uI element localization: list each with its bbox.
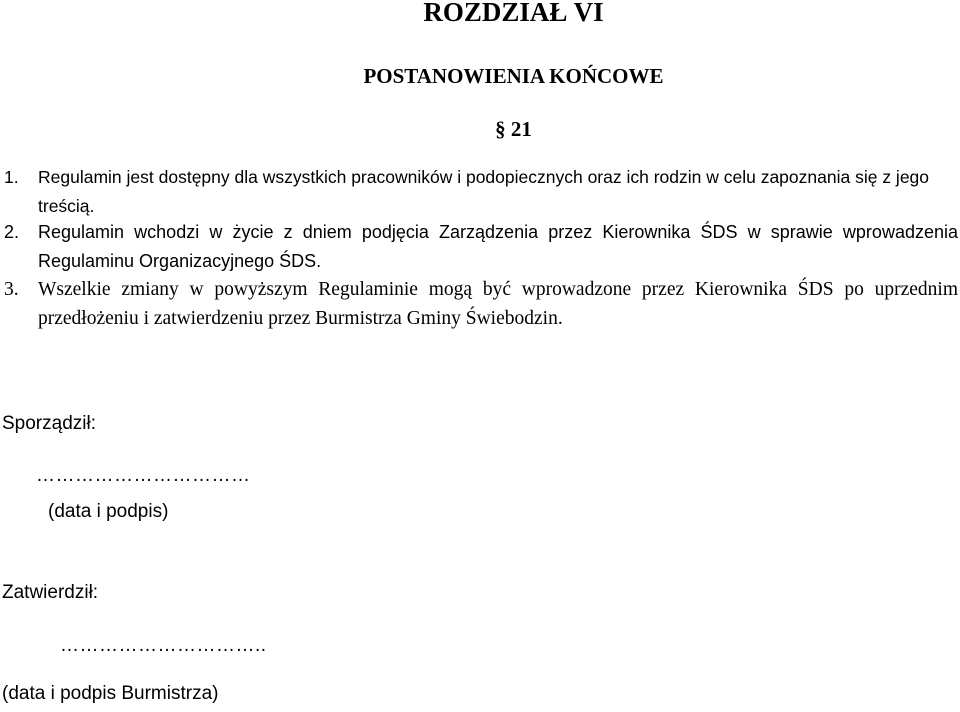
prepared-by-label: Sporządził: bbox=[2, 413, 96, 434]
list-item-text: Regulamin jest dostępny dla wszystkich pracowników i podopiecznych oraz ich rodzin w celu zapoznania się z jego treścią. bbox=[38, 167, 930, 216]
list-item bbox=[0, 163, 958, 221]
prepared-signature-line: …………………………… bbox=[36, 465, 251, 486]
list-item-text: Regulamin wchodzi w życie z dniem podjęcia Zarządzenia przez Kierownika ŚDS w sprawie wprowadzenia Regulaminu Organizacyjnego ŚDS. bbox=[38, 222, 958, 271]
list-item bbox=[0, 218, 958, 276]
list-item-text: Wszelkie zmiany w powyższym Regulaminie mogą być wprowadzone przez Kierownika ŚDS po uprzednim przedłożeniu i zatwierdzeniu przez Burmistrza Gminy Świebodzin. bbox=[38, 279, 958, 329]
paragraph-mark: § 21 bbox=[495, 117, 532, 141]
list-item-number: 3. bbox=[4, 279, 19, 300]
list-item bbox=[0, 275, 958, 333]
list-item-number: 1. bbox=[4, 167, 19, 187]
approved-by-label: Zatwierdził: bbox=[2, 582, 99, 603]
prepared-signature-caption: (data i podpis) bbox=[48, 501, 169, 522]
chapter-heading: ROZDZIAŁ VI bbox=[423, 0, 604, 27]
section-title: POSTANOWIENIA KOŃCOWE bbox=[363, 64, 664, 88]
approved-signature-caption: (data i podpis Burmistrza) bbox=[2, 683, 219, 704]
list-item-number: 2. bbox=[4, 222, 20, 242]
approved-signature-line: ………………………….. bbox=[60, 635, 267, 656]
